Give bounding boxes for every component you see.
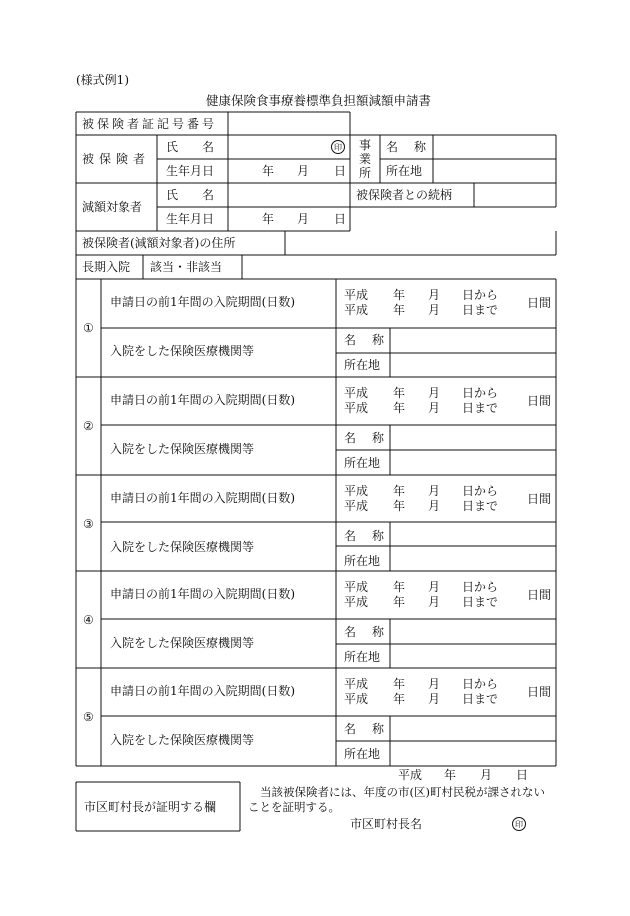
certification-label: 市区町村長が証明する欄 (84, 800, 217, 814)
entry-number: ③ (83, 517, 94, 531)
to-month: 月 (428, 401, 441, 415)
to-year: 年 (393, 499, 406, 513)
facility-label: 入院をした保険医療機関等 (110, 733, 255, 747)
date-day: 日 (516, 768, 529, 782)
facility-label: 入院をした保険医療機関等 (110, 540, 255, 554)
facility-name-label: 名 称 (344, 625, 387, 639)
facility-label: 入院をした保険医療機関等 (110, 344, 255, 358)
to-era: 平成 (344, 595, 369, 609)
facility-address-label: 所在地 (344, 456, 381, 470)
insured-dob-day: 日 (334, 164, 347, 178)
insured-dob-label: 生年月日 (166, 164, 215, 178)
to-era: 平成 (344, 692, 369, 706)
from-day: 日から (462, 580, 499, 594)
facility-name-label: 名 称 (344, 333, 387, 347)
from-day: 日から (462, 677, 499, 691)
days-label: 日間 (527, 394, 552, 408)
days-label: 日間 (527, 492, 552, 506)
certification-line1: 当該被保険者には、年度の市(区)町村民税が課されない (260, 785, 545, 799)
address-row-label: 被保険者(減額対象者)の住所 (82, 236, 236, 250)
period-label: 申請日の前1年間の入院期間(日数) (110, 587, 295, 601)
insured-label: 被保険者 (82, 152, 151, 166)
employer-name-label: 名 称 (386, 140, 429, 154)
entry-number: ① (83, 321, 94, 335)
seal-icon: 印 (331, 140, 345, 154)
facility-label: 入院をした保険医療機関等 (110, 442, 255, 456)
to-month: 月 (428, 303, 441, 317)
insured-dob-year: 年 (262, 164, 275, 178)
from-year: 年 (393, 580, 406, 594)
facility-address-label: 所在地 (344, 554, 381, 568)
date-era: 平成 (398, 768, 423, 782)
from-year: 年 (393, 386, 406, 400)
date-month: 月 (480, 768, 493, 782)
target-name-label: 氏 名 (166, 188, 215, 202)
from-month: 月 (428, 677, 441, 691)
seal-icon: 印 (512, 817, 526, 831)
long-stay-value: 該当・非該当 (150, 260, 223, 274)
from-day: 日から (462, 484, 499, 498)
to-day: 日まで (462, 499, 499, 513)
days-label: 日間 (527, 588, 552, 602)
days-label: 日間 (527, 296, 552, 310)
from-year: 年 (393, 484, 406, 498)
to-year: 年 (393, 303, 406, 317)
target-dob-day: 日 (334, 212, 347, 226)
entry-number: ② (83, 419, 94, 433)
facility-name-label: 名 称 (344, 722, 387, 736)
date-year: 年 (444, 768, 457, 782)
from-month: 月 (428, 484, 441, 498)
to-day: 日まで (462, 401, 499, 415)
certification-signer: 市区町村長名 (350, 817, 423, 831)
from-era: 平成 (344, 484, 369, 498)
insured-name-label: 氏 名 (166, 140, 215, 154)
insured-number-label: 被保険者証記号番号 (82, 117, 218, 131)
employer-label: 事業所 (358, 138, 371, 180)
reduction-target-label: 減額対象者 (82, 200, 143, 214)
period-label: 申請日の前1年間の入院期間(日数) (110, 393, 295, 407)
facility-address-label: 所在地 (344, 747, 381, 761)
from-month: 月 (428, 288, 441, 302)
from-day: 日から (462, 386, 499, 400)
from-year: 年 (393, 677, 406, 691)
to-era: 平成 (344, 499, 369, 513)
style-note: (様式例1) (76, 73, 129, 87)
target-dob-label: 生年月日 (166, 212, 215, 226)
page-title: 健康保険食事療養標準負担額減額申請書 (206, 93, 432, 108)
facility-name-label: 名 称 (344, 431, 387, 445)
from-month: 月 (428, 386, 441, 400)
period-label: 申請日の前1年間の入院期間(日数) (110, 295, 295, 309)
to-year: 年 (393, 692, 406, 706)
facility-name-label: 名 称 (344, 529, 387, 543)
period-label: 申請日の前1年間の入院期間(日数) (110, 491, 295, 505)
to-month: 月 (428, 692, 441, 706)
entry-number: ④ (83, 613, 94, 627)
to-year: 年 (393, 401, 406, 415)
from-day: 日から (462, 288, 499, 302)
facility-label: 入院をした保険医療機関等 (110, 636, 255, 650)
target-dob-year: 年 (262, 212, 275, 226)
certification-line2: ことを証明する。 (248, 800, 340, 814)
from-era: 平成 (344, 580, 369, 594)
relation-label: 被保険者との続柄 (356, 188, 453, 202)
to-day: 日まで (462, 595, 499, 609)
to-day: 日まで (462, 303, 499, 317)
to-era: 平成 (344, 401, 369, 415)
from-era: 平成 (344, 386, 369, 400)
from-era: 平成 (344, 288, 369, 302)
to-month: 月 (428, 499, 441, 513)
facility-address-label: 所在地 (344, 358, 381, 372)
to-month: 月 (428, 595, 441, 609)
target-dob-month: 月 (297, 212, 310, 226)
employer-address-label: 所在地 (386, 164, 423, 178)
to-era: 平成 (344, 303, 369, 317)
from-era: 平成 (344, 677, 369, 691)
to-day: 日まで (462, 692, 499, 706)
insured-dob-month: 月 (297, 164, 310, 178)
days-label: 日間 (527, 685, 552, 699)
to-year: 年 (393, 595, 406, 609)
period-label: 申請日の前1年間の入院期間(日数) (110, 684, 295, 698)
from-year: 年 (393, 288, 406, 302)
from-month: 月 (428, 580, 441, 594)
long-stay-label: 長期入院 (82, 260, 131, 274)
facility-address-label: 所在地 (344, 650, 381, 664)
entry-number: ⑤ (83, 710, 94, 724)
